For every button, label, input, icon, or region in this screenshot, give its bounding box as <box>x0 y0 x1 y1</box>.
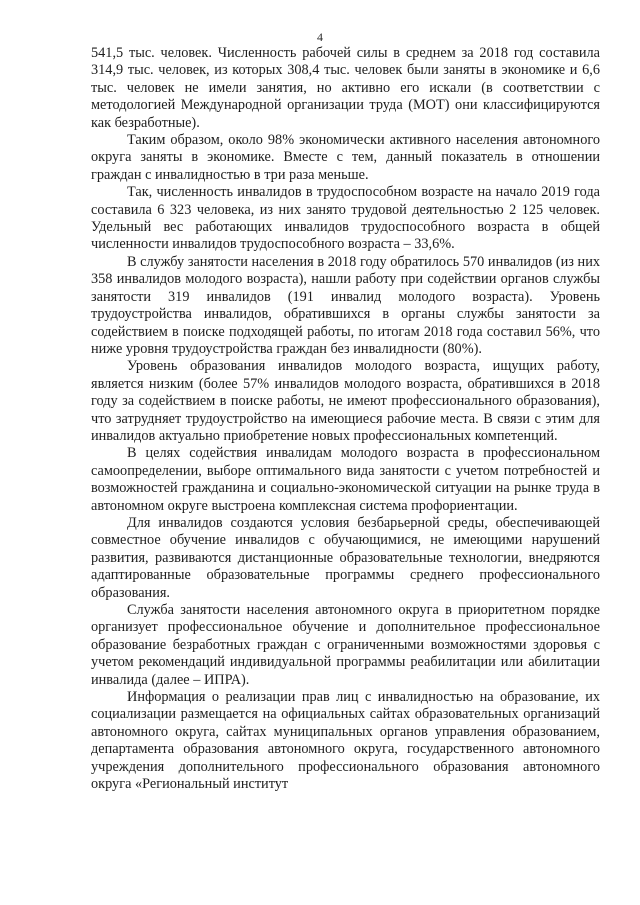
paragraph-3: Так, численность инвалидов в трудоспособном возрасте на начало 2019 года составила 6 323 человека, из них занято трудовой деятельностью 2 125 человек. Удельный вес работающих инвалидов трудоспособного возраста в общей численности инвалидов трудоспособного возраста – 33,6%. <box>91 184 600 253</box>
paragraph-4: В службу занятости населения в 2018 году обратилось 570 инвалидов (из них 358 инвалидов молодого возраста), нашли работу при содействии органов службы занятости 319 инвалидов (191 инвалид молодого возраста). Уровень трудоустройства инвалидов, обратившихся в органы службы занятости за содействием в поиске подходящей работы, по итогам 2018 года составил 56%, что ниже уровня трудоустройства граждан без инвалидности (80%). <box>91 253 600 357</box>
paragraph-5: Уровень образования инвалидов молодого возраста, ищущих работу, является низким (более 57% инвалидов молодого возраста, обратившихся в 2018 году за содействием в поиске работы, не имеют профессионального образования), что затрудняет трудоустройство на имеющиеся рабочие места. В связи с этим для инвалидов актуально приобретение новых профессиональных компетенций. <box>91 358 600 444</box>
paragraph-1: 541,5 тыс. человек. Численность рабочей силы в среднем за 2018 год составила 314,9 тыс. человек, из которых 308,4 тыс. человек были заняты в экономике и 6,6 тыс. человек не имели занятия, но активно его искали (в соответствии с методологией Международной организации труда (МОТ) они классифицируются как безработные). <box>91 45 600 131</box>
paragraph-7: Для инвалидов создаются условия безбарьерной среды, обеспечивающей совместное обучение инвалидов с обучающимися, не имеющими нарушений развития, развиваются дистанционные образовательные технологии, внедряются адаптированные образовательные программы среднего профессионального образования. <box>91 514 600 601</box>
paragraph-2: Таким образом, около 98% экономически активного населения автономного округа заняты в экономике. Вместе с тем, данный показатель в отношении граждан с инвалидностью в три раза меньше. <box>91 132 600 183</box>
page-number: 4 <box>317 30 323 44</box>
document-body <box>91 45 600 793</box>
paragraph-8: Служба занятости населения автономного округа в приоритетном порядке организует профессиональное обучение и дополнительное профессиональное образование безработных граждан с ограниченными возможностями здоровья с учетом рекомендаций индивидуальной программы реабилитации или абилитации инвалида (далее – ИПРА). <box>91 602 600 688</box>
paragraph-9: Информация о реализации прав лиц с инвалидностью на образование, их социализации размещается на официальных сайтах образовательных организаций автономного округа, сайтах муниципальных органов управления образованием, департамента образования автономного округа, государственного автономного учреждения дополнительного профессионального образования автономного округа «Региональный институт <box>91 689 600 793</box>
paragraph-6: В целях содействия инвалидам молодого возраста в профессиональном самоопределении, выборе оптимального вида занятости с учетом потребностей и возможностей гражданина и социально-экономической ситуации на рынке труда в автономном округе выстроена комплексная система профориентации. <box>91 445 600 514</box>
